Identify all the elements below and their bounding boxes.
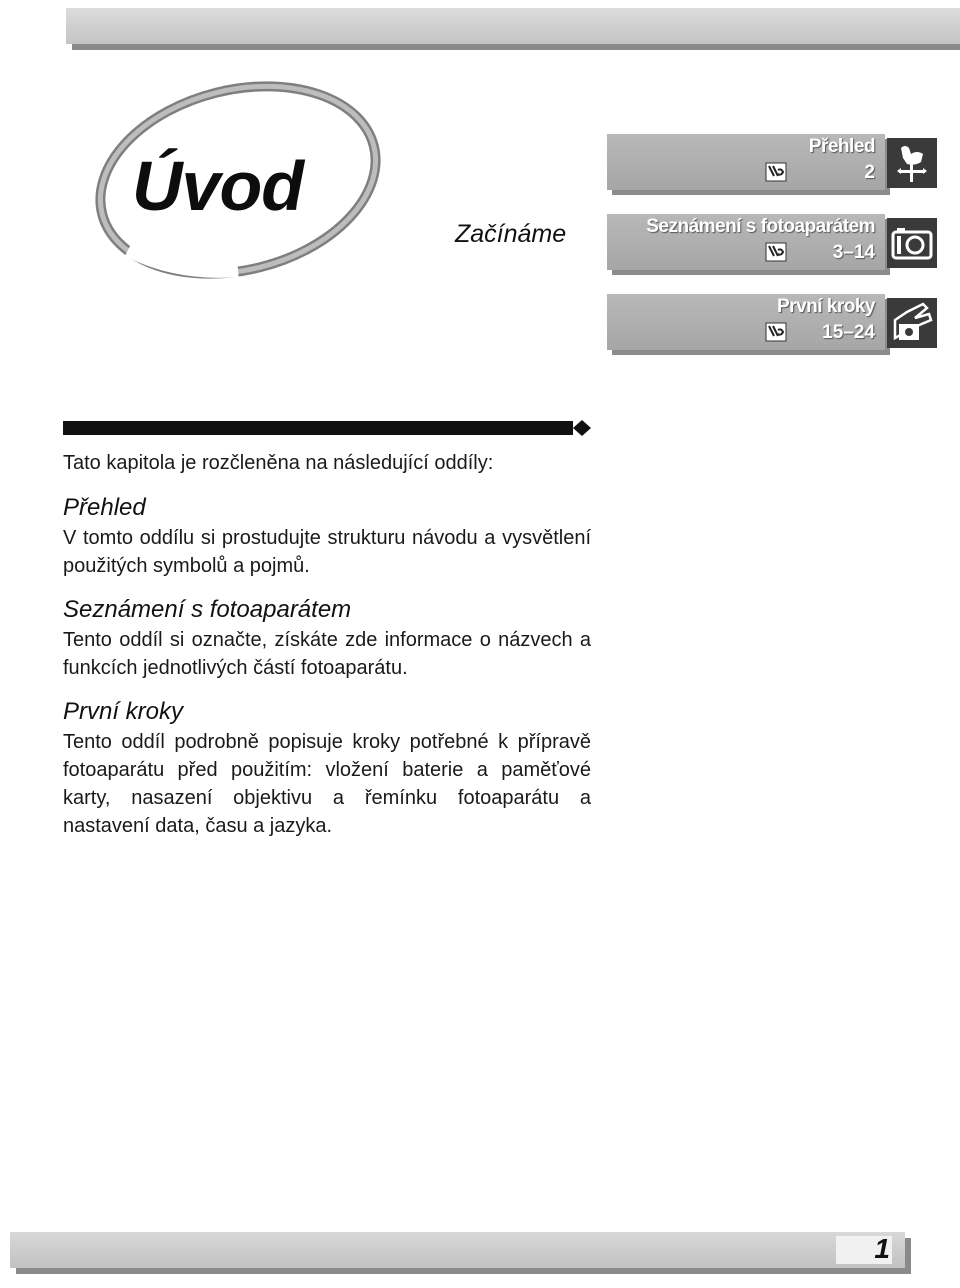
- top-header-bar: [66, 8, 960, 44]
- camera-in-hand-icon: [887, 298, 937, 348]
- chapter-subtitle: Začínáme: [455, 220, 567, 248]
- page-number: 1: [874, 1233, 890, 1264]
- nav-pages: 2: [864, 162, 875, 183]
- section-heading-prvni-kroky: První kroky: [63, 698, 184, 725]
- chapter-title: Úvod: [132, 147, 303, 225]
- read-eye-icon: [765, 162, 787, 182]
- section-heading-seznameni: Seznámení s fotoaparátem: [63, 596, 352, 623]
- section-text-seznameni: Tento oddíl si označte, získáte zde informace o názvech a funkcích jednotlivých částí fotoaparátu.: [63, 629, 591, 679]
- section-text-prehled: V tomto oddílu si prostudujte strukturu návodu a vysvětlení použitých symbolů a pojmů.: [63, 527, 591, 577]
- section-heading-prehled: Přehled: [63, 494, 146, 521]
- bottom-footer-bar: [10, 1232, 905, 1268]
- intro-text: Tato kapitola je rozčleněna na následující oddíly:: [63, 452, 494, 474]
- nav-block-seznameni[interactable]: [607, 214, 885, 270]
- nav-label: Přehled: [808, 136, 875, 157]
- read-eye-icon: [765, 322, 787, 342]
- nav-block-prvni-kroky[interactable]: [607, 294, 885, 350]
- section-divider: [63, 420, 593, 440]
- nav-pages: 3–14: [832, 242, 875, 263]
- nav-label: Seznámení s fotoaparátem: [646, 216, 875, 237]
- camera-icon: [887, 218, 937, 268]
- read-eye-icon: [765, 242, 787, 262]
- nav-pages: 15–24: [822, 322, 875, 343]
- nav-label: První kroky: [777, 296, 875, 317]
- nav-block-prehled[interactable]: [607, 134, 885, 190]
- weathervane-rooster-icon: [887, 138, 937, 188]
- section-text-prvni-kroky: Tento oddíl podrobně popisuje kroky potřebné k přípravě fotoaparátu před použitím: vložení baterie a paměťové karty, nasazení objektivu a řemínku fotoaparátu a nastavení data, času a jazyka.: [63, 731, 591, 837]
